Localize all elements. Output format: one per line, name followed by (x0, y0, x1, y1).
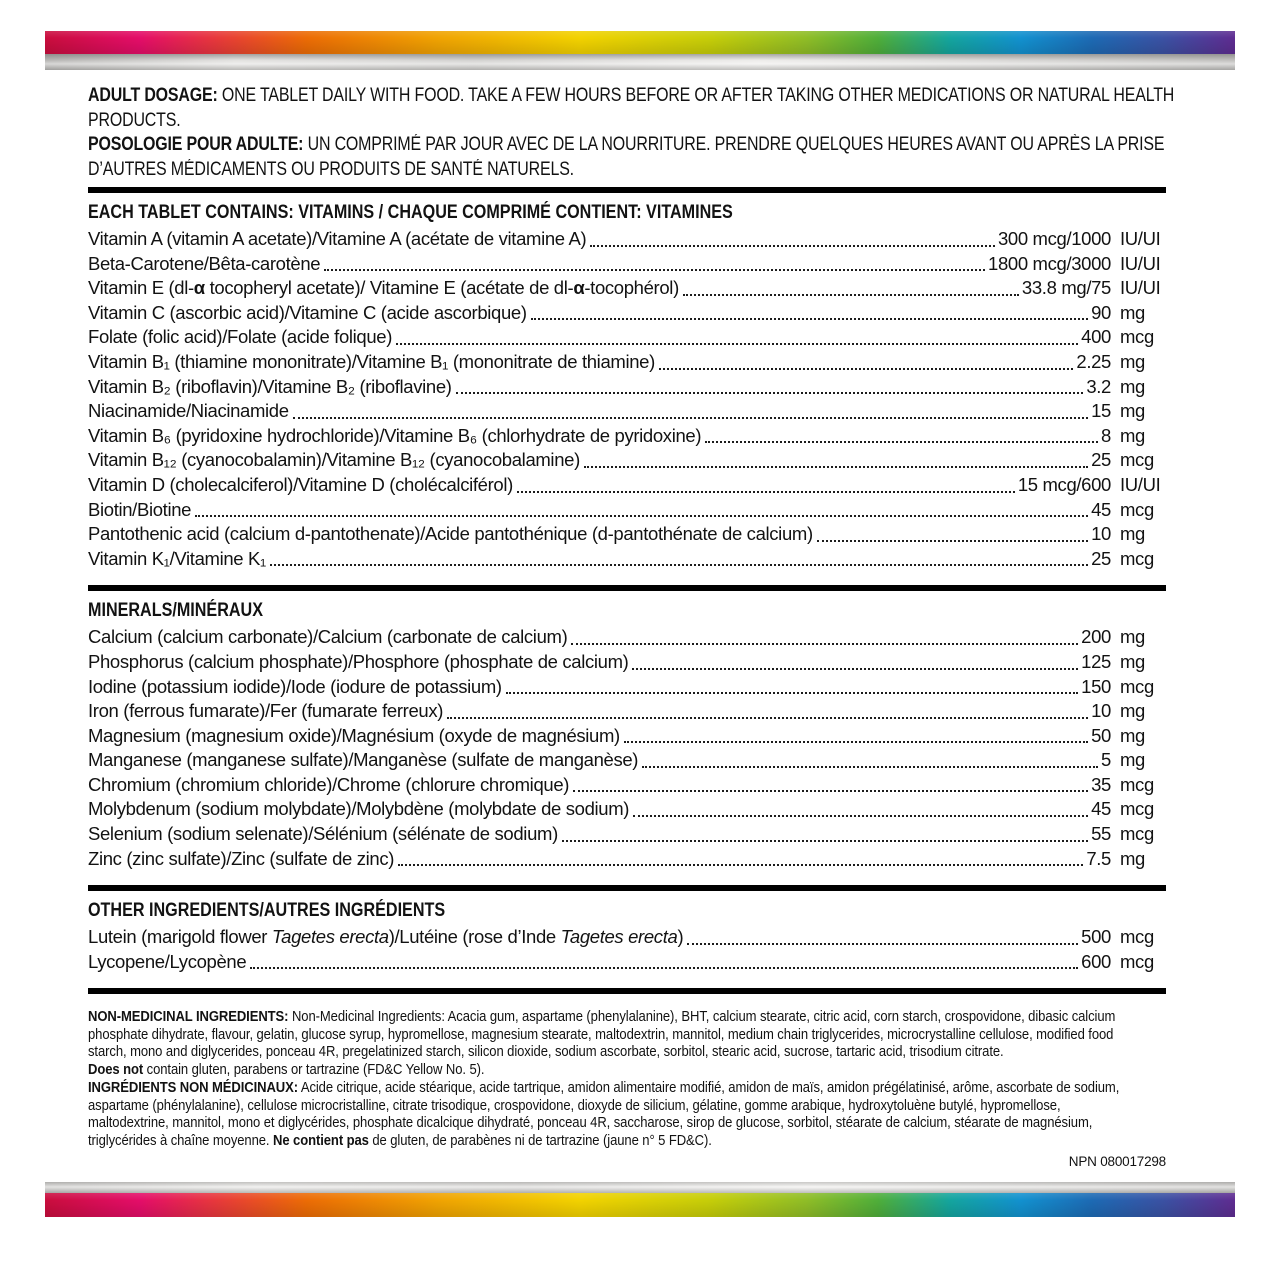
leader-dots (590, 227, 995, 247)
note-line: phosphate dihydrate, flavour, gelatin, glucose syrup, hypromellose, magnesium stearate, maltodextrin, mannitol, medium chain triglycerides, microcrystalline cellulose, modified food (88, 1026, 1114, 1043)
ingredient-amount: 25 (1091, 547, 1111, 569)
top-silver-bar (45, 54, 1235, 70)
ingredient-row (88, 950, 1166, 975)
leader-dots (571, 625, 1078, 645)
ingredient-unit: mcg (1120, 547, 1154, 569)
ingredient-row (88, 276, 1166, 301)
ingredient-section (88, 187, 1166, 571)
dosage-line: PRODUCTS. (88, 109, 181, 131)
ingredient-label: Lutein (marigold flower Tagetes erecta)/Lutéine (rose d’Inde Tagetes erecta) (88, 926, 684, 948)
ingredient-label: Vitamin B₁ (thiamine mononitrate)/Vitamine B₁ (mononitrate de thiamine) (88, 350, 655, 372)
ingredient-label: Iodine (potassium iodide)/Iode (iodure de potassium) (88, 675, 502, 697)
ingredient-amount: 1800 mcg/3000 (988, 252, 1111, 274)
ingredient-row (88, 847, 1166, 872)
ingredient-label: Chromium (chromium chloride)/Chrome (chlorure chromique) (88, 773, 570, 795)
ingredient-label: Phosphorus (calcium phosphate)/Phosphore (phosphate de calcium) (88, 650, 629, 672)
ingredient-label: Vitamin B₆ (pyridoxine hydrochloride)/Vitamine B₆ (chlorhydrate de pyridoxine) (88, 424, 702, 446)
ingredient-row (88, 325, 1166, 350)
ingredient-amount: 125 (1081, 650, 1111, 672)
ingredient-row (88, 547, 1166, 572)
ingredient-unit: mg (1120, 523, 1145, 545)
ingredient-amount: 300 mcg/1000 (997, 228, 1111, 249)
note-line: triglycérides à chaîne moyenne. Ne contient pas de gluten, de parabènes ni de tartrazine (jaune n° 5 FD&C). (88, 1132, 712, 1149)
ingredient-unit: mcg (1120, 498, 1154, 520)
leader-dots (270, 547, 1088, 567)
ingredient-unit: mg (1120, 400, 1145, 422)
ingredient-row (88, 724, 1166, 749)
ingredient-unit: mg (1120, 724, 1145, 746)
section-divider (88, 187, 1166, 193)
ingredient-label: Vitamin B₁₂ (cyanocobalamin)/Vitamine B₁₂ (cyanocobalamine) (88, 449, 580, 471)
leader-dots (456, 375, 1084, 395)
ingredient-unit: mcg (1120, 950, 1154, 972)
ingredient-amount: 45 (1091, 798, 1111, 820)
leader-dots (195, 498, 1088, 518)
ingredient-unit: mcg (1120, 798, 1154, 820)
npn-number: NPN 080017298 (1068, 1154, 1166, 1169)
section-divider (88, 585, 1166, 591)
section-header: EACH TABLET CONTAINS: VITAMINS / CHAQUE COMPRIMÉ CONTIENT: VITAMINES (88, 202, 733, 223)
ingredient-section (88, 885, 1166, 974)
ingredient-row (88, 252, 1166, 277)
ingredient-label: Selenium (sodium selenate)/Sélénium (sélénate de sodium) (88, 823, 558, 845)
ingredient-unit: mg (1120, 749, 1145, 771)
ingredient-unit: IU/UI (1120, 252, 1161, 274)
leader-dots (633, 797, 1088, 817)
leader-dots (562, 822, 1088, 842)
ingredient-row (88, 797, 1166, 822)
ingredient-row (88, 301, 1166, 326)
ingredient-label: Folate (folic acid)/Folate (acide folique) (88, 326, 393, 348)
ingredient-row (88, 522, 1166, 547)
dosage-line: ADULT DOSAGE: ONE TABLET DAILY WITH FOOD. TAKE A FEW HOURS BEFORE OR AFTER TAKING OTHER MEDICATIONS OR NATURAL HEALTH (88, 85, 1175, 106)
ingredient-unit: mcg (1120, 926, 1154, 948)
notes-block (88, 1009, 1166, 1151)
ingredient-label: Vitamin A (vitamin A acetate)/Vitamine A (acétate de vitamine A) (88, 228, 587, 249)
note-line: aspartame (phénylalanine), cellulose microcristalline, citrate trisodique, crospovidone, dioxyde de silicium, gélatine, gomme arabique, hydroxytoluène butylé, hypromellose, (88, 1097, 1061, 1114)
ingredient-row (88, 424, 1166, 449)
ingredient-row (88, 925, 1166, 950)
ingredient-label: Vitamin D (cholecalciferol)/Vitamine D (cholécalciférol) (88, 473, 513, 495)
ingredient-unit: mg (1120, 350, 1145, 372)
ingredient-label: Vitamin K₁/Vitamine K₁ (88, 547, 266, 569)
leader-dots (250, 950, 1078, 970)
note-line: INGRÉDIENTS NON MÉDICINAUX: Acide citrique, acide stéarique, acide tartrique, amidon alimentaire modifié, amidon de maïs, amidon prégélatinisé, arôme, ascorbate de sodium, (88, 1079, 1120, 1096)
leader-dots (324, 252, 985, 272)
top-rainbow-bar (45, 31, 1235, 54)
leader-dots (584, 448, 1088, 468)
ingredient-unit: mg (1120, 301, 1145, 323)
dosage-line: D’AUTRES MÉDICAMENTS OU PRODUITS DE SANTÉ NATURELS. (88, 158, 574, 180)
ingredient-amount: 8 (1101, 424, 1111, 446)
ingredient-row (88, 399, 1166, 424)
leader-dots (705, 424, 1098, 444)
note-line: NON-MEDICINAL INGREDIENTS: Non-Medicinal Ingredients: Acacia gum, aspartame (phenylalanine), BHT, calcium stearate, citric acid, corn starch, crospovidone, dibasic calcium (88, 1009, 1116, 1025)
ingredient-unit: mg (1120, 424, 1145, 446)
ingredient-unit: mg (1120, 847, 1145, 869)
ingredient-amount: 35 (1091, 773, 1111, 795)
ingredient-amount: 2.25 (1076, 350, 1111, 372)
leader-dots (683, 276, 1019, 296)
bottom-silver-bar (45, 1182, 1235, 1193)
ingredient-row (88, 699, 1166, 724)
leader-dots (687, 925, 1078, 945)
ingredient-amount: 10 (1091, 700, 1111, 722)
leader-dots (642, 748, 1098, 768)
ingredient-row (88, 650, 1166, 675)
ingredient-amount: 90 (1091, 301, 1111, 323)
ingredient-label: Vitamin E (dl-α tocopheryl acetate)/ Vitamine E (acétate de dl-α-tocophérol) (88, 277, 679, 299)
leader-dots (447, 699, 1088, 719)
ingredient-row (88, 773, 1166, 798)
ingredient-row (88, 350, 1166, 375)
ingredient-amount: 200 (1081, 626, 1111, 648)
leader-dots (396, 325, 1078, 345)
note-line: maltodextrine, mannitol, mono et diglycérides, phosphate dicalcique dihydraté, ponceau 4R, saccharose, sirop de glucose, sorbitol, stéarate de calcium, stéarate de magnésium, (88, 1115, 1093, 1132)
leader-dots (817, 522, 1088, 542)
ingredient-row (88, 227, 1166, 252)
ingredient-unit: mcg (1120, 675, 1154, 697)
ingredient-label: Calcium (calcium carbonate)/Calcium (carbonate de calcium) (88, 626, 568, 648)
ingredient-unit: IU/UI (1120, 277, 1161, 299)
ingredient-amount: 400 (1081, 326, 1111, 348)
leader-dots (573, 773, 1088, 793)
sections (88, 187, 1166, 994)
bottom-rainbow-bar (45, 1193, 1235, 1217)
ingredient-amount: 7.5 (1086, 847, 1111, 869)
ingredient-amount: 500 (1081, 926, 1111, 948)
ingredient-label: Beta-Carotene/Bêta-carotène (88, 252, 321, 274)
ingredient-amount: 3.2 (1086, 375, 1111, 397)
section-header: MINERALS/MINÉRAUX (88, 600, 263, 622)
ingredient-unit: mg (1120, 626, 1145, 648)
ingredient-amount: 33.8 mg/75 (1021, 277, 1111, 299)
ingredient-amount: 55 (1091, 823, 1111, 845)
ingredient-row (88, 448, 1166, 473)
leader-dots (531, 301, 1088, 321)
ingredient-unit: mg (1120, 650, 1145, 672)
ingredient-amount: 15 mcg/600 (1017, 473, 1111, 495)
leader-dots (293, 399, 1088, 419)
leader-dots (398, 847, 1083, 867)
ingredient-unit: mcg (1120, 326, 1154, 348)
ingredient-row (88, 473, 1166, 498)
ingredient-amount: 10 (1091, 523, 1111, 545)
ingredient-unit: mcg (1120, 773, 1154, 795)
ingredient-amount: 150 (1081, 675, 1111, 697)
ingredient-label: Vitamin C (ascorbic acid)/Vitamine C (acide ascorbique) (88, 301, 527, 323)
ingredient-label: Molybdenum (sodium molybdate)/Molybdène (molybdate de sodium) (88, 798, 630, 820)
leader-dots (624, 724, 1088, 744)
ingredient-label: Pantothenic acid (calcium d-pantothenate)/Acide pantothénique (d-pantothénate de calcium) (88, 523, 813, 545)
ingredient-section (88, 585, 1166, 871)
leader-dots (517, 473, 1015, 493)
closing-divider (88, 988, 1166, 994)
leader-dots (659, 350, 1074, 370)
ingredient-unit: mg (1120, 700, 1145, 722)
ingredient-label: Zinc (zinc sulfate)/Zinc (sulfate de zinc) (88, 847, 395, 869)
ingredient-row (88, 625, 1166, 650)
leader-dots (632, 650, 1078, 670)
ingredient-label: Lycopene/Lycopène (88, 950, 247, 972)
ingredient-unit: IU/UI (1120, 473, 1161, 495)
ingredient-amount: 5 (1101, 749, 1111, 771)
ingredient-unit: mcg (1120, 823, 1154, 845)
dosage-block (88, 84, 1175, 182)
section-divider (88, 885, 1166, 891)
note-line: Does not contain gluten, parabens or tartrazine (FD&C Yellow No. 5). (88, 1062, 485, 1079)
ingredient-label: Iron (ferrous fumarate)/Fer (fumarate ferreux) (88, 700, 444, 722)
ingredient-label: Manganese (manganese sulfate)/Manganèse (sulfate de manganèse) (88, 749, 639, 771)
section-header: OTHER INGREDIENTS/AUTRES INGRÉDIENTS (88, 900, 446, 922)
ingredient-row (88, 748, 1166, 773)
ingredient-amount: 600 (1081, 950, 1111, 972)
ingredient-label: Niacinamide/Niacinamide (88, 400, 289, 422)
ingredient-unit: mcg (1120, 449, 1154, 471)
ingredient-label: Magnesium (magnesium oxide)/Magnésium (oxyde de magnésium) (88, 724, 620, 746)
leader-dots (506, 675, 1078, 695)
ingredient-row (88, 675, 1166, 700)
ingredient-amount: 45 (1091, 498, 1111, 520)
ingredient-unit: IU/UI (1120, 228, 1161, 249)
note-line: starch, mono and diglycerides, ponceau 4R, pregelatinized starch, silicon dioxide, sodium ascorbate, sorbitol, stearic acid, sucrose, tartaric acid, trisodium citrate. (88, 1044, 1004, 1061)
ingredient-label: Vitamin B₂ (riboflavin)/Vitamine B₂ (riboflavine) (88, 375, 452, 397)
ingredient-unit: mg (1120, 375, 1145, 397)
ingredient-amount: 50 (1091, 724, 1111, 746)
ingredient-amount: 15 (1091, 400, 1111, 422)
ingredient-row (88, 822, 1166, 847)
ingredient-amount: 25 (1091, 449, 1111, 471)
ingredient-label: Biotin/Biotine (88, 498, 192, 520)
dosage-line: POSOLOGIE POUR ADULTE: UN COMPRIMÉ PAR JOUR AVEC DE LA NOURRITURE. PRENDRE QUELQUES HEURES AVANT OU APRÈS LA PRISE (88, 134, 1165, 155)
ingredient-row (88, 375, 1166, 400)
ingredient-row (88, 498, 1166, 523)
